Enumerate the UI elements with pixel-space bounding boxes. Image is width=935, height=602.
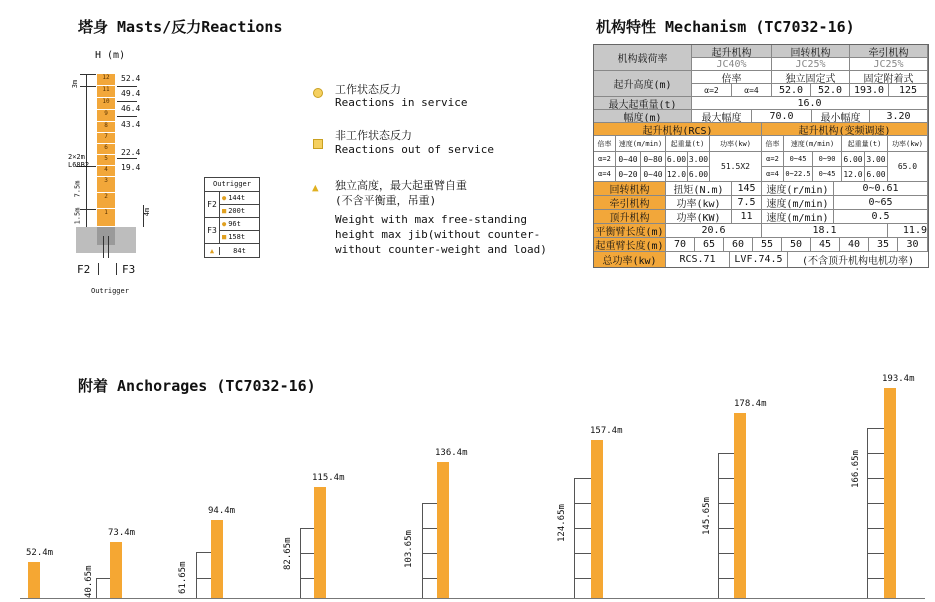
cell: 独立固定式 bbox=[772, 71, 850, 84]
cell: 0~80 bbox=[641, 152, 666, 167]
outrigger-value: 144t bbox=[228, 194, 246, 202]
height-label: 49.4 bbox=[121, 89, 141, 98]
cell: 11.9 bbox=[888, 224, 928, 238]
cell: 顶升机构 bbox=[594, 210, 666, 224]
legend-free-cn1: 独立高度，最大起重臂自重 bbox=[335, 179, 467, 192]
cell: 速度(m/min) bbox=[762, 196, 834, 210]
dim-label: 2×2m bbox=[68, 153, 85, 161]
outrigger-value: 200t bbox=[228, 207, 246, 215]
mast-bar bbox=[591, 440, 603, 598]
cell: RCS.71 bbox=[666, 252, 730, 267]
cell: 起重量(t) bbox=[666, 136, 710, 152]
cell: 6.00 bbox=[688, 167, 710, 182]
cell: 起升机构(变频调速) bbox=[762, 123, 928, 136]
cell: 6.00 bbox=[666, 152, 688, 167]
triangle-icon: ▲ bbox=[312, 181, 319, 194]
cell: 起重臂长度(m) bbox=[594, 238, 666, 252]
mast-segment: 8 bbox=[97, 122, 115, 133]
cell: 0~45 bbox=[813, 167, 842, 182]
cell: 52.0 bbox=[811, 84, 850, 97]
tie-height-label: 103.65m bbox=[404, 530, 414, 568]
height-label: 22.4 bbox=[121, 148, 141, 157]
cell: 60 bbox=[724, 238, 753, 252]
top-height-label: 178.4m bbox=[734, 399, 767, 409]
cell: 3.20 bbox=[870, 110, 928, 123]
mast-bar bbox=[884, 388, 896, 598]
cell: JC25% bbox=[850, 58, 928, 71]
tie-height-label: 82.65m bbox=[283, 537, 293, 570]
cell: 倍率 bbox=[692, 71, 772, 84]
cell: 70 bbox=[666, 238, 695, 252]
cell: α=4 bbox=[732, 84, 772, 97]
square-icon bbox=[313, 139, 323, 149]
top-height-label: 94.4m bbox=[208, 506, 236, 516]
mechanism-table bbox=[593, 44, 929, 268]
mast-segment: 6 bbox=[97, 144, 115, 155]
cell: 起升机构(RCS) bbox=[594, 123, 762, 136]
cell: 18.1 bbox=[762, 224, 888, 238]
f3-label: F3 bbox=[122, 263, 136, 276]
mast-bar bbox=[110, 542, 122, 598]
cell: JC25% bbox=[772, 58, 850, 71]
tie-height-label: 61.65m bbox=[178, 561, 188, 594]
mast-segment: 11 bbox=[97, 86, 115, 98]
tie-height-label: 166.65m bbox=[851, 450, 861, 488]
legend-out-en: Reactions out of service bbox=[335, 143, 494, 156]
cell: 0.5 bbox=[834, 210, 928, 224]
mast-bar bbox=[734, 413, 746, 598]
cell: 0~90 bbox=[813, 152, 842, 167]
mechanism-title: 机构特性 Mechanism (TC7032-16) bbox=[596, 18, 855, 36]
outrigger-value: 84t bbox=[233, 246, 246, 255]
f3-row-label: F3 bbox=[205, 218, 220, 243]
outrigger-table: Outrigger F2 ● 144t ■ 200t F3 ● 96t ■ 158t ▲ 84t bbox=[204, 177, 260, 258]
cell: 0~65 bbox=[834, 196, 928, 210]
cell: 0~22.5 bbox=[784, 167, 813, 182]
height-label: 43.4 bbox=[121, 120, 141, 129]
cell: 倍率 bbox=[594, 136, 616, 152]
cell: 扭矩(N.m) bbox=[666, 182, 732, 196]
cell: 0~40 bbox=[641, 167, 666, 182]
cell: 功率(KW) bbox=[666, 210, 732, 224]
mast-segment: 7 bbox=[97, 133, 115, 144]
cell: 功率(kw) bbox=[888, 136, 928, 152]
mast-segment: 4 bbox=[97, 166, 115, 177]
cell: 12.0 bbox=[666, 167, 688, 182]
cell: JC40% bbox=[692, 58, 772, 71]
cell: 速度(r/min) bbox=[762, 182, 834, 196]
outrigger-header: Outrigger bbox=[213, 180, 251, 188]
cell: α=4 bbox=[594, 167, 616, 182]
f2-label: F2 bbox=[77, 263, 91, 276]
cell: 牵引机构 bbox=[850, 45, 928, 58]
legend-out-cn: 非工作状态反力 bbox=[335, 129, 412, 142]
cell: 35 bbox=[869, 238, 898, 252]
cell: (不含顶升机构电机功率) bbox=[801, 256, 915, 267]
circle-icon bbox=[313, 88, 323, 98]
cell: 193.0 bbox=[850, 84, 889, 97]
dim-label: 7.5m bbox=[73, 180, 82, 198]
cell: 机构载荷率 bbox=[594, 45, 692, 71]
cell: α=2 bbox=[692, 84, 732, 97]
tie-height-label: 145.65m bbox=[702, 497, 712, 535]
cell: 70.0 bbox=[752, 110, 812, 123]
dim-label: 3m bbox=[71, 79, 80, 89]
f2-row-label: F2 bbox=[205, 192, 220, 217]
top-height-label: 115.4m bbox=[312, 473, 345, 483]
legend-free-en1: Weight with max free-standing bbox=[335, 213, 528, 226]
cell: 11 bbox=[732, 210, 762, 224]
cell: 125 bbox=[889, 84, 928, 97]
cell: 65.0 bbox=[888, 152, 928, 182]
cell: 牵引机构 bbox=[594, 196, 666, 210]
cell: 速度(m/min) bbox=[762, 210, 834, 224]
cell: 3.00 bbox=[865, 152, 888, 167]
cell: 幅度(m) bbox=[594, 110, 692, 123]
legend-free-en3: without counter-weight and load) bbox=[335, 243, 547, 256]
cell: 平衡臂长度(m) bbox=[594, 224, 666, 238]
top-height-label: 52.4m bbox=[26, 548, 54, 558]
cell: 145 bbox=[732, 182, 762, 196]
cell: 45 bbox=[811, 238, 840, 252]
cell: 速度(m/min) bbox=[616, 136, 666, 152]
cell: 最大起重量(t) bbox=[594, 97, 692, 110]
cell: 65 bbox=[695, 238, 724, 252]
cell: 最小幅度 bbox=[812, 110, 870, 123]
legend-service-en: Reactions in service bbox=[335, 96, 468, 109]
top-height-label: 193.4m bbox=[882, 374, 915, 384]
cell: 倍率 bbox=[762, 136, 784, 152]
cell: 3.00 bbox=[688, 152, 710, 167]
mast-bar bbox=[28, 562, 40, 598]
cell: 6.00 bbox=[842, 152, 865, 167]
tie-height-label: 40.65m bbox=[84, 565, 94, 598]
cell: 30 bbox=[898, 238, 928, 252]
cell: 总功率(kw) bbox=[594, 252, 666, 267]
cell: LVF.74.5 bbox=[730, 252, 788, 267]
height-label: 52.4 bbox=[121, 74, 141, 83]
tie-height-label: 124.65m bbox=[557, 504, 567, 542]
ground-line bbox=[20, 598, 925, 599]
top-height-label: 73.4m bbox=[108, 528, 136, 538]
mast-segment: 1 bbox=[97, 209, 115, 227]
outrigger-value: 158t bbox=[228, 233, 246, 241]
anchorages-title: 附着 Anchorages (TC7032-16) bbox=[78, 377, 316, 395]
mast-segment: 12 bbox=[97, 74, 115, 86]
cell: 16.0 bbox=[692, 97, 928, 110]
height-label: 46.4 bbox=[121, 104, 141, 113]
dim-label: 1.5m bbox=[73, 207, 82, 225]
cell: 52.0 bbox=[772, 84, 811, 97]
cell: 50 bbox=[782, 238, 811, 252]
mast-bar bbox=[314, 487, 326, 598]
cell: 起升机构 bbox=[692, 45, 772, 58]
height-label: 19.4 bbox=[121, 163, 141, 172]
dim-label: 4m bbox=[143, 207, 152, 217]
cell: α=2 bbox=[594, 152, 616, 167]
mast-segment: 5 bbox=[97, 155, 115, 166]
height-axis-label: H (m) bbox=[95, 50, 126, 61]
legend-free-en2: height max jib(without counter- bbox=[335, 228, 541, 241]
masts-title: 塔身 Masts/反力Reactions bbox=[78, 18, 283, 36]
cell: 功率(kw) bbox=[666, 196, 732, 210]
outrigger-value: 96t bbox=[228, 220, 241, 228]
cell: 40 bbox=[840, 238, 869, 252]
cell: 55 bbox=[753, 238, 782, 252]
mast-bar bbox=[437, 462, 449, 598]
dim-label: L68B2 bbox=[68, 161, 90, 169]
cell: 0~45 bbox=[784, 152, 813, 167]
cell: α=4 bbox=[762, 167, 784, 182]
cell: 0~0.61 bbox=[834, 182, 928, 196]
cell: 7.5 bbox=[732, 196, 762, 210]
cell: 回转机构 bbox=[594, 182, 666, 196]
top-height-label: 136.4m bbox=[435, 448, 468, 458]
top-height-label: 157.4m bbox=[590, 426, 623, 436]
mast-segment: 3 bbox=[97, 177, 115, 193]
cell: 功率(kw) bbox=[710, 136, 762, 152]
cell: 最大幅度 bbox=[692, 110, 752, 123]
cell: 51.5X2 bbox=[710, 152, 762, 182]
cell: 20.6 bbox=[666, 224, 762, 238]
mast-base bbox=[97, 227, 115, 245]
legend-service-cn: 工作状态反力 bbox=[335, 83, 401, 96]
cell: 固定附着式 bbox=[850, 71, 928, 84]
mast-segment: 9 bbox=[97, 110, 115, 122]
cell: α=2 bbox=[762, 152, 784, 167]
cell: 速度(m/min) bbox=[784, 136, 842, 152]
legend-free-cn2: (不含平衡重，吊重) bbox=[335, 194, 437, 207]
cell: 起升高度(m) bbox=[594, 71, 692, 97]
mast-segment: 10 bbox=[97, 98, 115, 110]
cell: 0~20 bbox=[616, 167, 641, 182]
cell: 6.00 bbox=[865, 167, 888, 182]
mast-segment: 2 bbox=[97, 193, 115, 209]
cell: 0~40 bbox=[616, 152, 641, 167]
cell: 回转机构 bbox=[772, 45, 850, 58]
outrigger-label: Outrigger bbox=[91, 287, 129, 295]
mast-bar bbox=[211, 520, 223, 598]
cell: 起重量(t) bbox=[842, 136, 888, 152]
cell: 12.0 bbox=[842, 167, 865, 182]
